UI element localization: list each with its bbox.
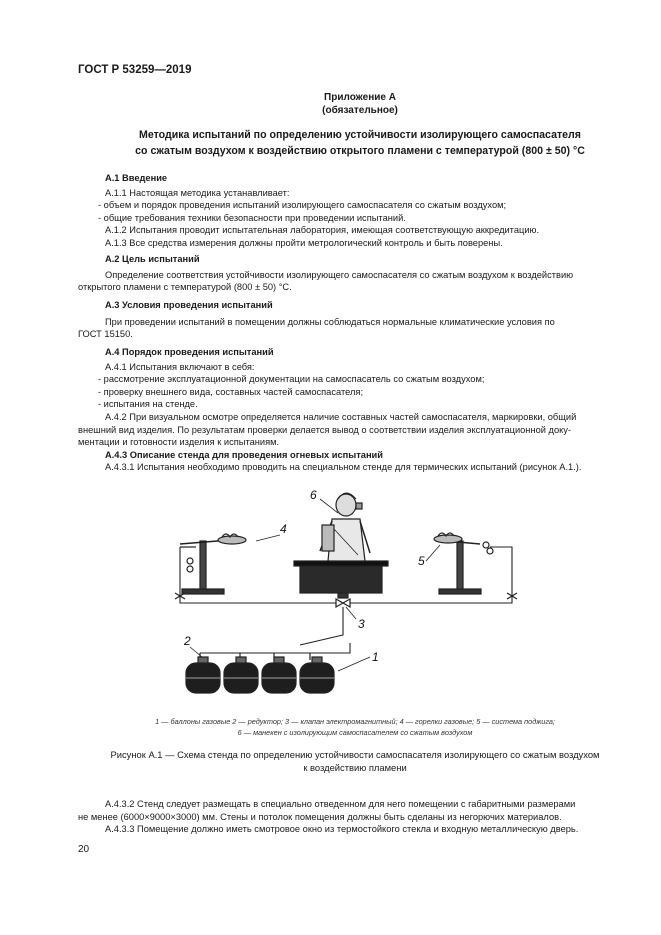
legend-line1: 1 — баллоны газовые 2 — редуктор; 3 — клапан электромагнитный; 4 — горелки газовые; 5 — система поджига; <box>155 717 555 726</box>
subsection-heading: А.4.3 Описание стенда для проведения огневых испытаний <box>105 449 383 460</box>
section-a3 <box>78 299 615 341</box>
method-title <box>60 127 660 159</box>
annex-heading <box>60 91 660 117</box>
section-heading: А.3 Условия проведения испытаний <box>105 300 273 310</box>
section-heading: А.2 Цель испытаний <box>105 254 200 264</box>
callout-3: 3 <box>358 617 365 631</box>
section-a2 <box>78 253 615 294</box>
caption-line1: Рисунок А.1 — Схема стенда по определению устойчивости самоспасателя изолирующего со сжатым воздухом <box>110 749 600 760</box>
method-title-line1: Методика испытаний по определению устойчивости изолирующего самоспасателя <box>139 129 581 141</box>
paragraph: А.4.3.2 Стенд следует размещать в специально отведенном для него помещении с габаритными размерами <box>105 799 576 809</box>
annex-title: Приложение А <box>324 92 396 103</box>
paragraph: А.4.3.3 Помещение должно иметь смотровое окно из термостойкого стекла и входную металлическую дверь. <box>105 824 579 835</box>
section-heading: А.1 Введение <box>105 173 168 183</box>
paragraph: ГОСТ 15150. <box>78 329 133 340</box>
test-stand-diagram <box>160 485 540 705</box>
callout-6: 6 <box>310 488 317 502</box>
solenoid-valve <box>336 593 350 607</box>
paragraph: внешний вид изделия. По результатам проверки делается вывод о соответствии изделия эксплуатационной доку- <box>78 424 572 435</box>
paragraph: А.1.3 Все средства измерения должны пройти метрологический контроль и быть поверены. <box>105 237 503 248</box>
standard-header: ГОСТ Р 53259—2019 <box>78 64 192 76</box>
paragraph: А.1.2 Испытания проводит испытательная лаборатория, имеющая соответствующую аккредитацию. <box>105 225 540 236</box>
burner-right <box>434 533 493 594</box>
paragraph: не менее (6000×9000×3000) мм. Стены и потолок помещения должны быть сделаны из негорючих материалов. <box>78 811 562 822</box>
paragraph: А.1.1 Настоящая методика устанавливает: <box>105 187 290 198</box>
paragraph: ментации и готовности изделия к испытаниям. <box>78 437 280 448</box>
callout-1: 1 <box>372 650 379 664</box>
caption-line2: к воздействию пламени <box>303 762 407 773</box>
annex-status: (обязательное) <box>322 105 398 116</box>
callout-2: 2 <box>184 634 191 648</box>
legend-line2: 6 — манекен с изолирующим самоспасателем со сжатым воздухом <box>237 728 473 737</box>
callout-5: 5 <box>418 554 425 568</box>
mannequin <box>320 493 370 561</box>
section-a4 <box>78 346 615 474</box>
callout-4: 4 <box>280 522 287 536</box>
paragraph: А.4.2 При визуальном осмотре определяется наличие составных частей самоспасателя, маркировки, общий <box>105 411 577 422</box>
figure-caption <box>60 748 650 774</box>
section-a1 <box>98 172 615 250</box>
page-number: 20 <box>78 844 90 855</box>
list-item: - проверку внешнего вида, составных частей самоспасателя; <box>98 386 364 397</box>
list-item: - объем и порядок проведения испытаний изолирующего самоспасателя со сжатым воздухом; <box>98 200 507 211</box>
paragraph: А.4.3.1 Испытания необходимо проводить на специальном стенде для термических испытаний (рисунок А.1.). <box>105 462 582 473</box>
paragraph: открытого пламени с температурой (800 ± 50) °С. <box>78 282 292 293</box>
figure-legend <box>60 716 650 738</box>
paragraph: При проведении испытаний в помещении должны соблюдаться нормальные климатические условия по <box>105 316 555 327</box>
paragraph: А.4.1 Испытания включают в себя: <box>105 361 255 372</box>
paragraph: Определение соответствия устойчивости изолирующего самоспасателя со сжатым воздухом к воздействию <box>105 269 574 280</box>
section-heading: А.4 Порядок проведения испытаний <box>105 347 274 357</box>
section-a43-cont <box>78 798 615 836</box>
list-item: - общие требования техники безопасности при проведении испытаний. <box>98 212 406 223</box>
method-title-line2: со сжатым воздухом к воздействию открытого пламени с температурой (800 ± 50) °С <box>135 145 585 157</box>
list-item: - испытания на стенде. <box>98 399 198 410</box>
list-item: - рассмотрение эксплуатационной документации на самоспасатель со сжатым воздухом; <box>98 374 485 385</box>
gas-cylinders <box>186 657 334 693</box>
